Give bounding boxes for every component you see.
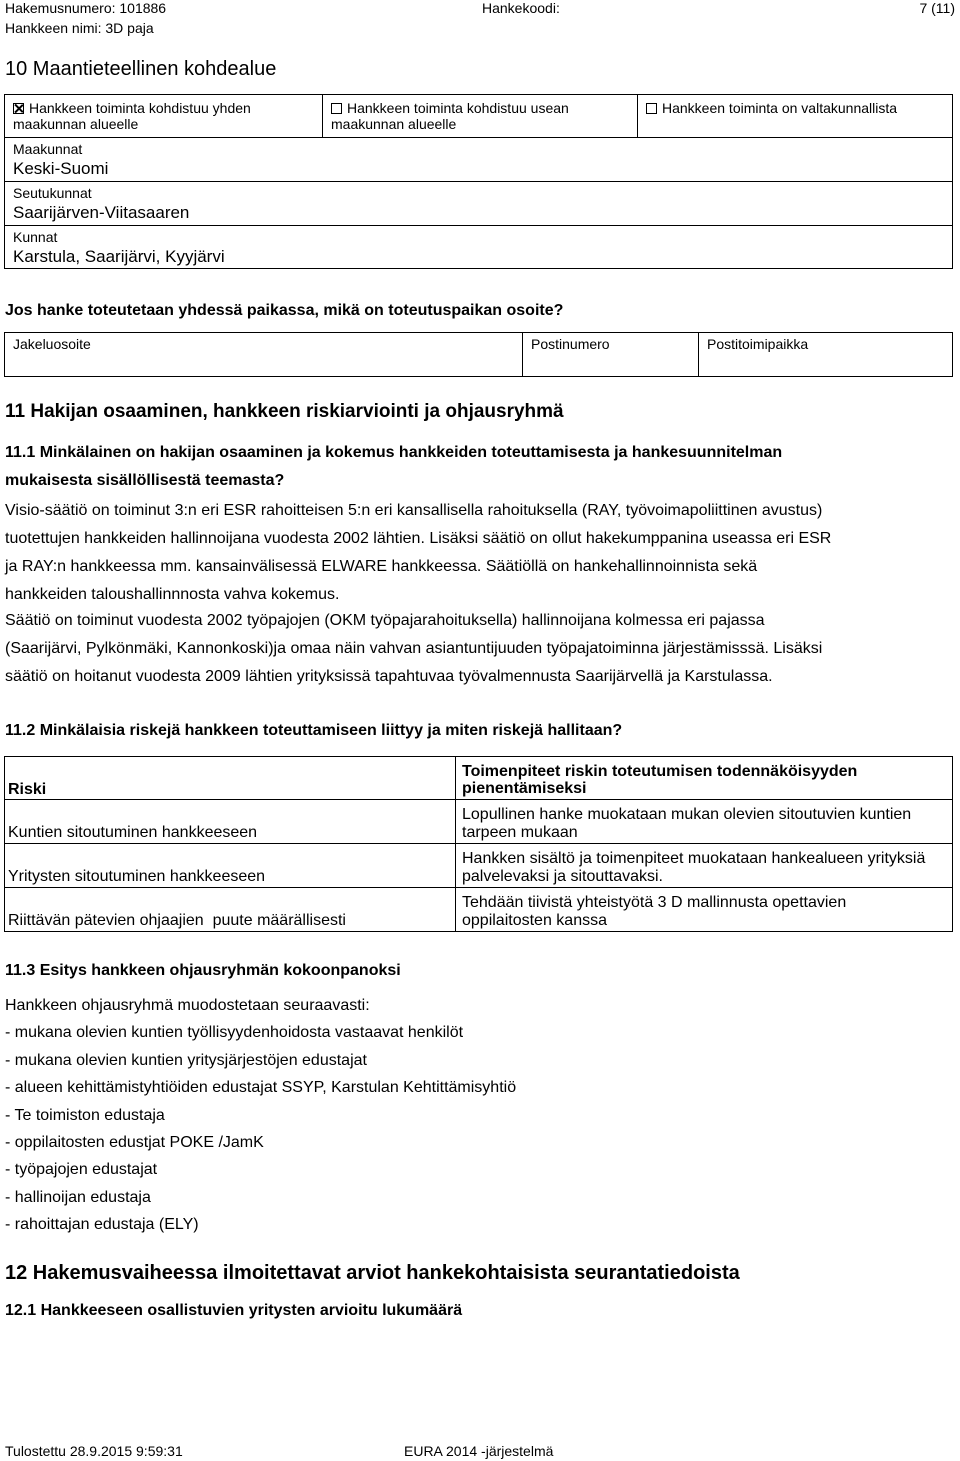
list-item: - työpajojen edustajat	[5, 1161, 158, 1179]
seutukunnat-field	[4, 181, 953, 226]
question-11-1	[5, 439, 955, 495]
paragraph-experience	[5, 497, 955, 609]
question-line: mukaisesta sisällöllisestä teemasta?	[5, 472, 285, 489]
option-multi-region[interactable]	[322, 94, 638, 138]
section-11-title: 11 Hakijan osaaminen, hankkeen riskiarviointi ja ohjausryhmä	[5, 401, 564, 422]
option-one-region[interactable]	[4, 94, 323, 138]
risk-header-cell	[4, 756, 456, 800]
question-11-3: 11.3 Esitys hankkeen ohjausryhmän kokoonpanoksi	[5, 962, 401, 979]
list-item: - rahoittajan edustaja (ELY)	[5, 1216, 199, 1234]
postitoimipaikka-label: Postitoimipaikka	[707, 336, 809, 352]
paragraph-line: säätiö on hoitanut vuodesta 2009 lähtien yrityksissä tapahtuvaa työvalmennusta Saarijärvellä ja Karstulassa.	[5, 668, 773, 685]
system-name: EURA 2014 -järjestelmä	[404, 1443, 554, 1459]
action-header: Toimenpiteet riskin toteutumisen todennäköisyyden pienentämiseksi	[462, 763, 858, 797]
paragraph-line: ja RAY:n hankkeessa mm. kansainvälisessä ELWARE hankkeessa. Säätiöllä on hankehallinnoinnista sekä	[5, 558, 758, 575]
paragraph-line: tuotettujen hankkeiden hallinnoijana vuodesta 2002 lähtien. Lisäksi säätiö on ollut hakekumppanina useassa eri ESR	[5, 530, 832, 547]
option-label: Hankkeen toiminta kohdistuu usean maakunnan alueelle	[331, 100, 569, 132]
risk-cell: Kuntien sitoutuminen hankkeeseen	[8, 824, 258, 841]
table-row	[4, 843, 456, 888]
checkbox-icon[interactable]	[331, 103, 342, 114]
action-header-cell	[455, 756, 953, 800]
question-12-1: 12.1 Hankkeeseen osallistuvien yritysten arvioitu lukumäärä	[5, 1302, 463, 1319]
option-label: Hankkeen toiminta on valtakunnallista	[662, 100, 898, 116]
list-item: - hallinoijan edustaja	[5, 1188, 151, 1206]
postitoimipaikka-field[interactable]	[698, 332, 953, 377]
checked-checkbox-icon[interactable]	[13, 103, 24, 114]
checkbox-icon[interactable]	[646, 103, 657, 114]
option-national[interactable]	[637, 94, 953, 138]
jakeluosoite-field[interactable]	[4, 332, 523, 377]
print-timestamp: Tulostettu 28.9.2015 9:59:31	[5, 1443, 183, 1459]
table-row	[4, 887, 456, 932]
address-question: Jos hanke toteutetaan yhdessä paikassa, mikä on toteutuspaikan osoite?	[5, 302, 564, 319]
list-item: - alueen kehittämistyhtiöiden edustajat SSYP, Karstulan Kehtittämisyhtiö	[5, 1079, 517, 1097]
hankekoodi: Hankekoodi:	[482, 0, 560, 16]
postinumero-label: Postinumero	[531, 336, 610, 352]
seutukunnat-label: Seutukunnat	[13, 185, 92, 201]
paragraph-line: hankkeiden taloushallinnnosta vahva kokemus.	[5, 586, 340, 603]
hakemusnumero: Hakemusnumero: 101886	[5, 0, 167, 16]
list-item: - Te toimiston edustaja	[5, 1106, 165, 1124]
option-label: Hankkeen toiminta kohdistuu yhden maakunnan alueelle	[13, 100, 251, 132]
hankkeen-nimi: Hankkeen nimi: 3D paja	[5, 20, 154, 36]
action-cell: Lopullinen hanke muokataan mukan olevien sitoutuvien kuntien tarpeen mukaan	[462, 806, 912, 841]
page-number: 7 (11)	[919, 0, 955, 16]
postinumero-field[interactable]	[522, 332, 699, 377]
paragraph-line: Visio-säätiö on toiminut 3:n eri ESR rahoitteisen 5:n eri kansallisella rahoituksella (RAY, työvoimapoliittinen avustus)	[5, 502, 823, 519]
maakunnat-field	[4, 137, 953, 182]
paragraph-workshops	[5, 607, 955, 691]
kunnat-label: Kunnat	[13, 229, 58, 245]
list-item: - mukana olevien kuntien työllisyydenhoidosta vastaavat henkilöt	[5, 1024, 464, 1042]
section-12-title: 12 Hakemusvaiheessa ilmoitettavat arviot hankekohtaisista seurantatiedoista	[5, 1262, 740, 1284]
section-10-title: 10 Maantieteellinen kohdealue	[5, 58, 277, 80]
list-item: - mukana olevien kuntien yritysjärjestöjen edustajat	[5, 1051, 367, 1069]
maakunnat-value: Keski-Suomi	[13, 159, 109, 178]
table-row	[4, 799, 456, 844]
jakeluosoite-label: Jakeluosoite	[13, 336, 91, 352]
action-cell: Hankken sisältö ja toimenpiteet muokataan hankealueen yrityksiä palvelevaksi ja sitouttavaksi.	[462, 850, 926, 885]
table-row-action	[455, 799, 953, 844]
steering-group-list	[5, 992, 955, 1239]
list-item: - oppilaitosten edustjat POKE /JamK	[5, 1134, 264, 1152]
paragraph-line: (Saarijärvi, Pylkönmäki, Kannonkoski)ja omaa näin vahvan asiantuntijuuden työpajatoiminna järjestämisssä. Lisäksi	[5, 640, 823, 657]
action-cell: Tehdään tiivistä yhteistyötä 3 D mallinnusta opettavien oppilaitosten kanssa	[462, 894, 847, 929]
risk-cell: Riittävän pätevien ohjaajien puute määrällisesti	[8, 912, 346, 929]
seutukunnat-value: Saarijärven-Viitasaaren	[13, 203, 190, 222]
table-row-action	[455, 887, 953, 932]
maakunnat-label: Maakunnat	[13, 141, 83, 157]
question-11-2: 11.2 Minkälaisia riskejä hankkeen toteuttamiseen liittyy ja miten riskejä hallitaan?	[5, 722, 623, 739]
risk-header: Riski	[8, 781, 47, 798]
question-line: 11.1 Minkälainen on hakijan osaaminen ja kokemus hankkeiden toteuttamisesta ja hankesuunnitelman	[5, 444, 783, 461]
paragraph-line: Säätiö on toiminut vuodesta 2002 työpajojen (OKM työpajarahoituksella) hallinnoijana kolmessa eri pajassa	[5, 612, 765, 629]
list-item: Hankkeen ohjausryhmä muodostetaan seuraavasti:	[5, 997, 370, 1014]
risk-cell: Yritysten sitoutuminen hankkeeseen	[8, 868, 266, 885]
kunnat-value: Karstula, Saarijärvi, Kyyjärvi	[13, 247, 225, 266]
table-row-action	[455, 843, 953, 888]
kunnat-field	[4, 225, 953, 269]
